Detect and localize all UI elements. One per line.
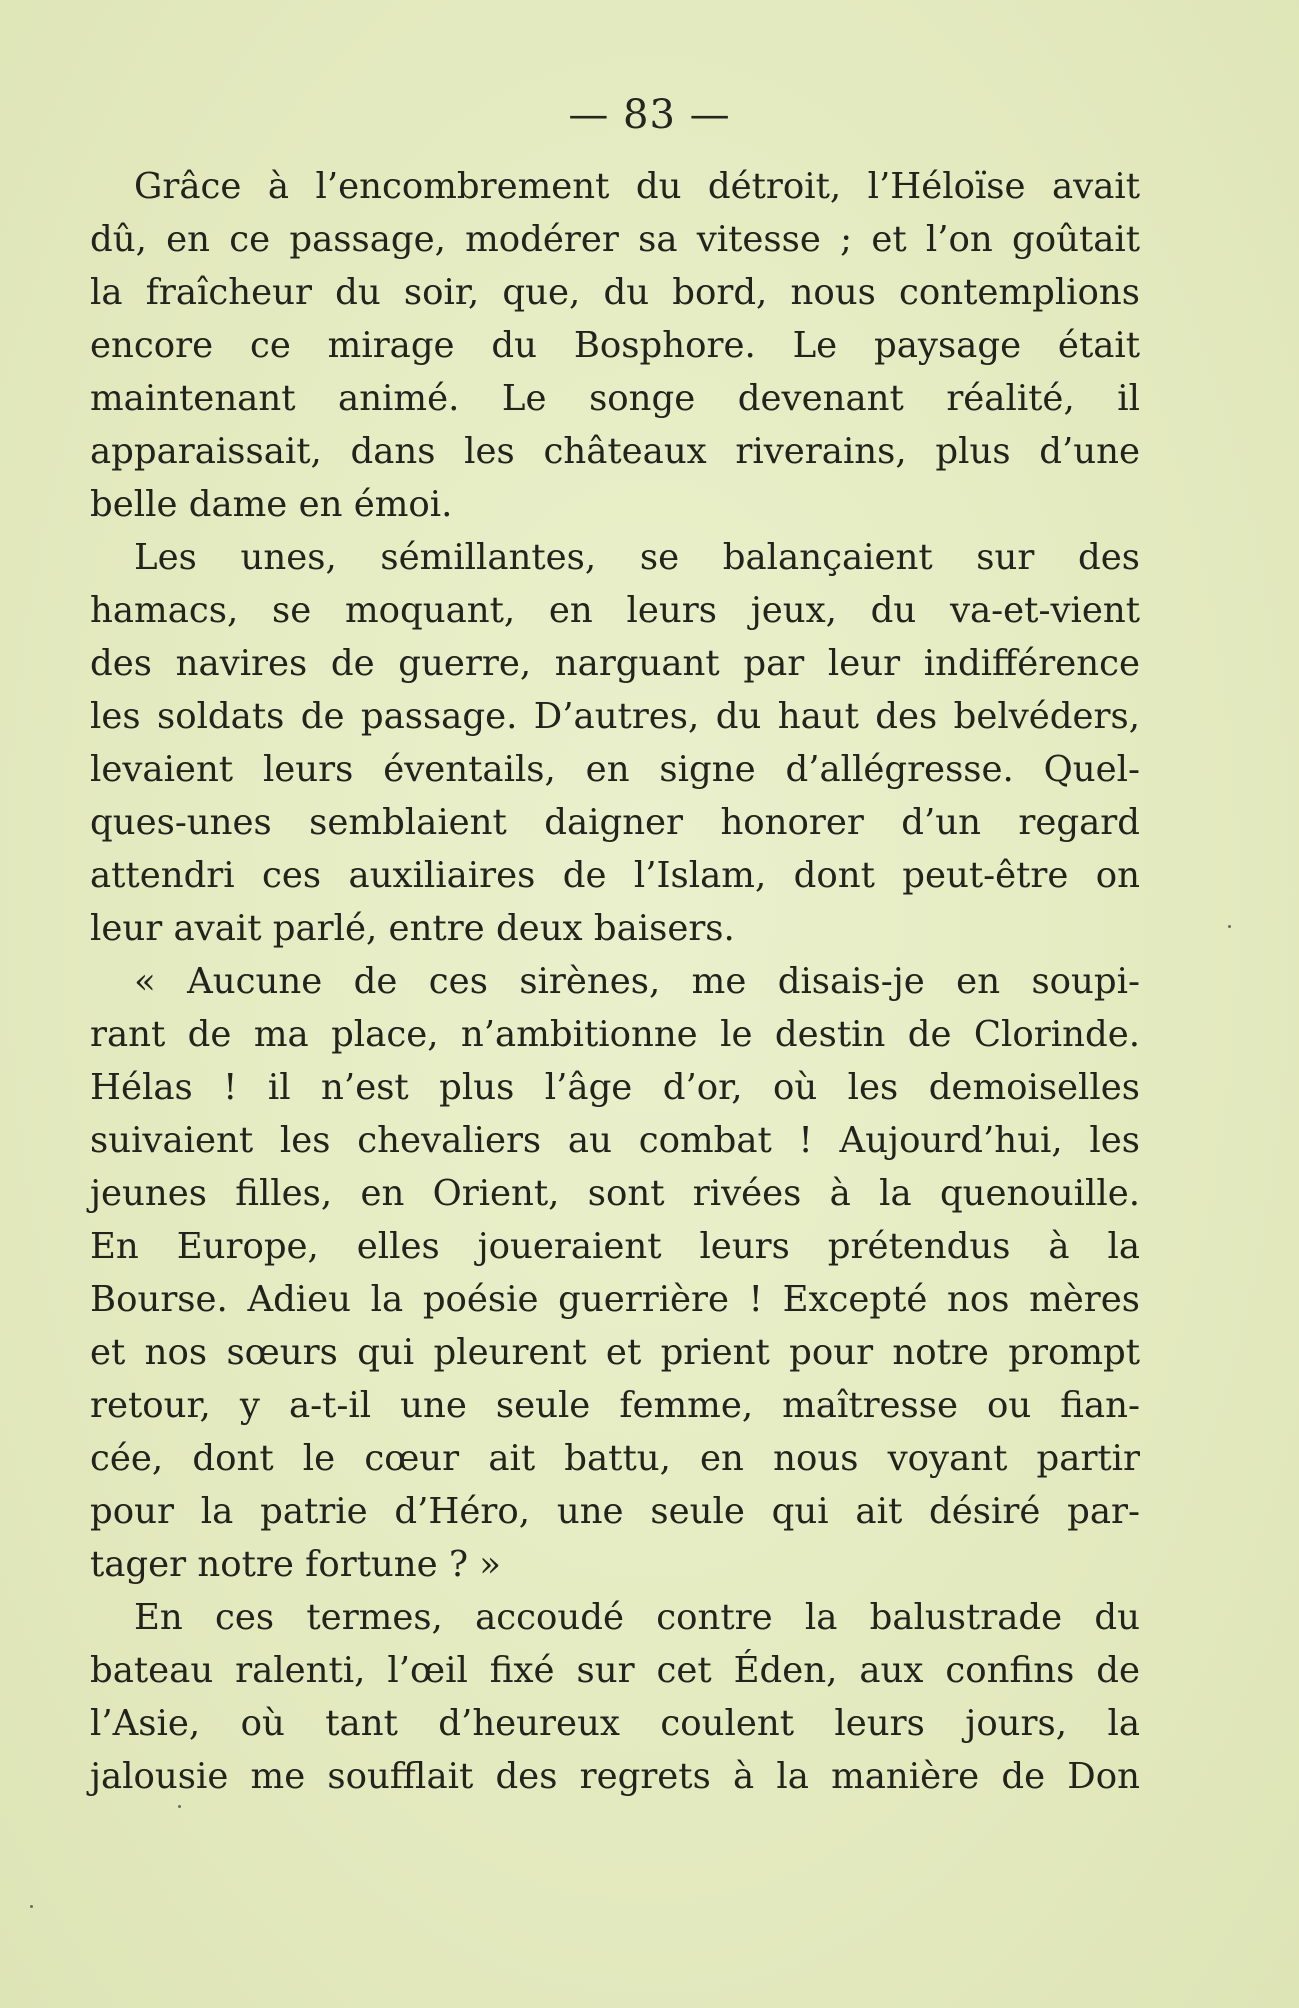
body-text	[90, 160, 1140, 1803]
text-line: En ces termes, accoudé contre la balustrade du	[134, 1597, 1140, 1638]
text-line: jeunes filles, en Orient, sont rivées à la quenouille.	[90, 1173, 1140, 1214]
text-line: dû, en ce passage, modérer sa vitesse ; et l’on goûtait	[90, 219, 1140, 260]
text-line: ques-unes semblaient daigner honorer d’un regard	[90, 802, 1140, 843]
text-line: retour, y a-t-il une seule femme, maîtresse ou fian-	[90, 1385, 1140, 1426]
text-line: suivaient les chevaliers au combat ! Aujourd’hui, les	[90, 1120, 1140, 1161]
paper-speck	[178, 1805, 181, 1808]
text-line: En Europe, elles joueraient leurs prétendus à la	[90, 1226, 1140, 1267]
text-line: Les unes, sémillantes, se balançaient sur des	[134, 537, 1140, 578]
text-line: et nos sœurs qui pleurent et prient pour notre prompt	[90, 1332, 1140, 1373]
text-line: pour la patrie d’Héro, une seule qui ait désiré par-	[90, 1491, 1140, 1532]
paper-speck	[1228, 925, 1231, 928]
page-number: — 83 —	[568, 92, 731, 138]
text-line: la fraîcheur du soir, que, du bord, nous contemplions	[90, 272, 1140, 313]
text-line: cée, dont le cœur ait battu, en nous voyant partir	[90, 1438, 1140, 1479]
text-line: maintenant animé. Le songe devenant réalité, il	[90, 378, 1140, 419]
text-line: l’Asie, où tant d’heureux coulent leurs jours, la	[90, 1703, 1140, 1744]
paper-speck	[30, 1905, 33, 1908]
text-line: bateau ralenti, l’œil fixé sur cet Éden, aux confins de	[90, 1650, 1140, 1691]
text-line: encore ce mirage du Bosphore. Le paysage était	[90, 325, 1140, 366]
text-line: les soldats de passage. D’autres, du haut des belvéders,	[90, 696, 1140, 737]
text-line: belle dame en émoi.	[90, 484, 453, 525]
text-line: « Aucune de ces sirènes, me disais-je en soupi-	[134, 961, 1140, 1002]
text-line: Grâce à l’encombrement du détroit, l’Héloïse avait	[134, 166, 1140, 207]
text-line: levaient leurs éventails, en signe d’allégresse. Quel-	[90, 749, 1140, 790]
text-line: rant de ma place, n’ambitionne le destin de Clorinde.	[90, 1014, 1140, 1055]
text-line: des navires de guerre, narguant par leur indifférence	[90, 643, 1140, 684]
text-line: Hélas ! il n’est plus l’âge d’or, où les demoiselles	[90, 1067, 1140, 1108]
text-line: attendri ces auxiliaires de l’Islam, dont peut-être on	[90, 855, 1140, 896]
text-line: hamacs, se moquant, en leurs jeux, du va-et-vient	[90, 590, 1140, 631]
text-line: Bourse. Adieu la poésie guerrière ! Excepté nos mères	[90, 1279, 1140, 1320]
text-line: apparaissait, dans les châteaux riverains, plus d’une	[90, 431, 1140, 472]
text-line: tager notre fortune ? »	[90, 1544, 501, 1585]
text-line: leur avait parlé, entre deux baisers.	[90, 908, 735, 949]
text-line: jalousie me soufflait des regrets à la manière de Don	[90, 1756, 1140, 1797]
